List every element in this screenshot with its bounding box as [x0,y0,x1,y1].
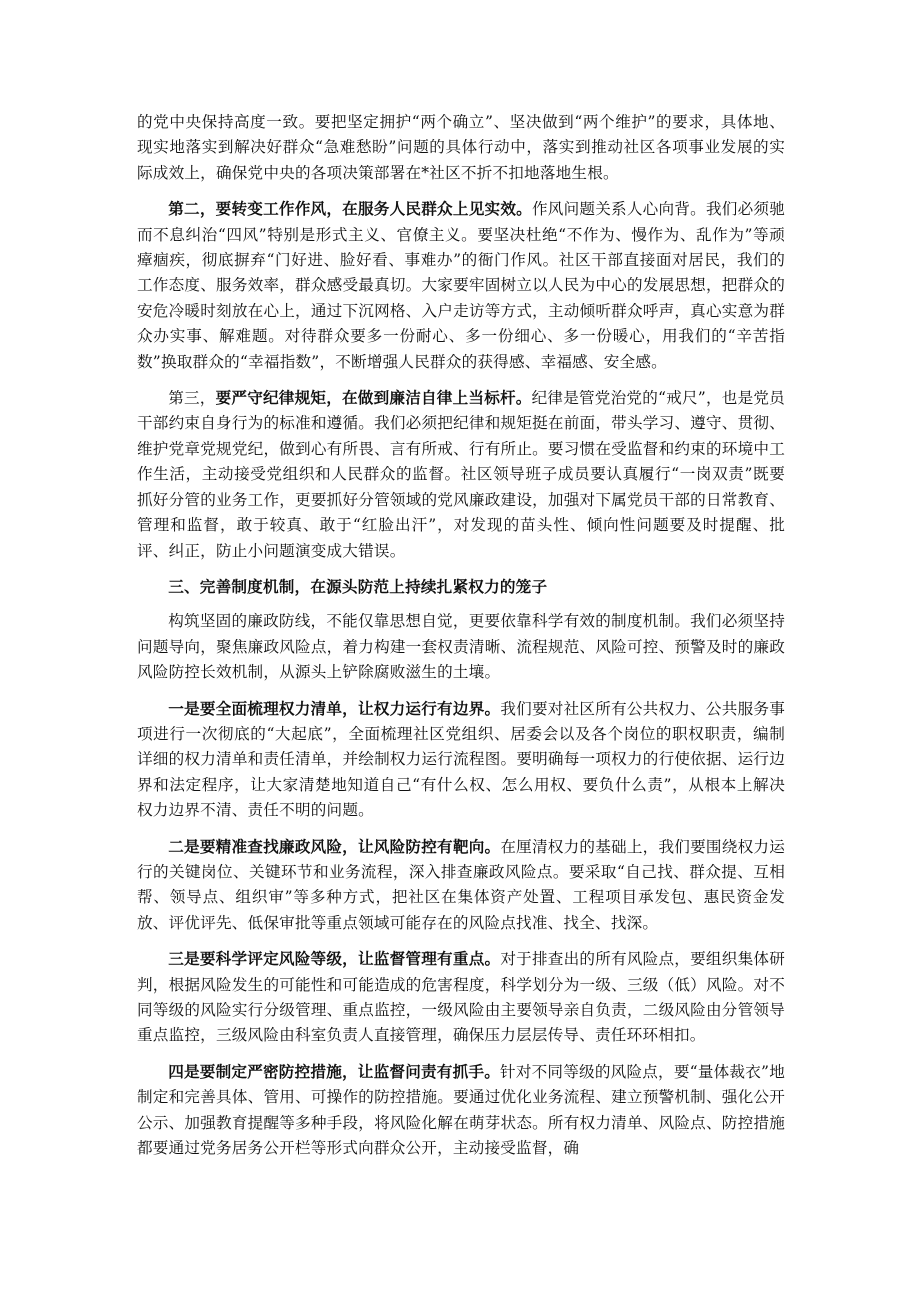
paragraph-lead: 四是要制定严密防控措施，让监督问责有抓手。 [168,1061,501,1081]
section-heading-text: 三、完善制度机制，在源头防范上持续扎紧权力的笼子 [168,576,548,596]
paragraph-text: 作风问题关系人心向背。我们必须驰而不息纠治“四风”特别是形式主义、官僚主义。要坚决杜绝“不作为、慢作为、乱作为”等顽瘴痼疾，彻底摒弃“门好进、脸好看、事难办”的衙门作风。社区干部直接面对居民，我们的工作态度、服务效率，群众感受最真切。大家要牢固树立以人民为中心的发展思想，把群众的安危冷暖时刻放在心上，通过下沉网格、入户走访等方式，主动倾听群众呼声，真心实意为群众办实事、解难题。对待群众要多一份耐心、多一份细心、多一份暖心，用我们的“辛苦指数”换取群众的“幸福指数”，不断增强人民群众的获得感、幸福感、安全感。 [137,200,786,371]
paragraph-text: 构筑坚固的廉政防线，不能仅靠思想自觉，更要依靠科学有效的制度机制。我们必须坚持问题导向，聚焦廉政风险点，着力构建一套权责清晰、流程规范、风险可控、预警及时的廉政风险防控长效机制，从源头上铲除腐败滋生的土壤。 [137,612,785,682]
paragraph-lead: 二是要精准查找廉政风险，让风险防控有靶向。 [168,836,501,856]
paragraph-text: 的党中央保持高度一致。要把坚定拥护“两个确立”、坚决做到“两个维护”的要求，具体地、现实地落实到解决好群众“急难愁盼”问题的具体行动中，落实到推动社区各项事业发展的实际成效上，确保党中央的各项决策部署在*社区不折不扣地落地生根。 [137,113,785,182]
paragraph-continuation [137,110,785,186]
paragraph-section-intro [137,609,785,685]
paragraph-second-point [137,196,785,375]
paragraph-measure-two [137,834,785,937]
paragraph-lead: 第二，要转变工作作风，在服务人民群众上见实效。 [168,199,532,219]
paragraph-lead-plain: 第三， [168,389,216,408]
paragraph-measure-four [137,1059,785,1162]
paragraph-measure-one [137,696,785,824]
paragraph-measure-three [137,946,785,1049]
paragraph-text: 纪律是管党治党的“戒尺”，也是党员干部约束自身行为的标准和遵循。我们必须把纪律和规矩挺在前面，带头学习、遵守、贯彻、维护党章党规党纪，做到心有所畏、言有所戒、行有所止。要习惯在受监督和约束的环境中工作生活，主动接受党组织和人民群众的监督。社区领导班子成员要认真履行“一岗双责”既要抓好分管的业务工作，更要抓好分管领域的党风廉政建设，加强对下属党员干部的日常教育、管理和监督，敢于较真、敢于“红脸出汗”，对发现的苗头性、倾向性问题要及时提醒、批评、纠正，防止小问题演变成大错误。 [137,389,785,560]
paragraph-text: 我们要对社区所有公共权力、公共服务事项进行一次彻底的“大起底”，全面梳理社区党组织、居委会以及各个岗位的职权职责，编制详细的权力清单和责任清单，并绘制权力运行流程图。要明确每一项权力的行使依据、运行边界和法定程序，让大家清楚地知道自己“有什么权、怎么用权、要负什么责”，从根本上解决权力边界不清、责任不明的问题。 [137,699,785,820]
paragraph-lead: 要严守纪律规矩，在做到廉洁自律上当标杆。 [215,388,532,408]
paragraph-lead: 一是要全面梳理权力清单，让权力运行有边界。 [168,698,501,718]
document-page [137,110,785,1171]
paragraph-text: 对于排查出的所有风险点，要组织集体研判，根据风险发生的可能性和可能造成的危害程度，科学划分为一级、三级（低）风险。对不同等级的风险实行分级管理、重点监控，一级风险由主要领导亲自负责，二级风险由分管领导重点监控，三级风险由科室负责人直接管理，确保压力层层传导、责任环环相扣。 [137,950,785,1045]
section-heading [137,574,785,599]
paragraph-text: 在厘清权力的基础上，我们要围绕权力运行的关键岗位、关键环节和业务流程，深入排查廉政风险点。要采取“自己找、群众提、互相帮、领导点、组织审”等多种方式，把社区在集体资产处置、工程项目承发包、惠民资金发放、评优评先、低保审批等重点领域可能存在的风险点找准、找全、找深。 [137,837,785,932]
paragraph-text: 针对不同等级的风险点，要“量体裁衣”地制定和完善具体、管用、可操作的防控措施。要通过优化业务流程、建立预警机制、强化公开公示、加强教育提醒等多种手段，将风险化解在萌芽状态。所有权力清单、风险点、防控措施都要通过党务居务公开栏等形式向群众公开，主动接受监督，确 [137,1062,786,1158]
paragraph-lead: 三是要科学评定风险等级，让监督管理有重点。 [168,949,501,969]
paragraph-third-point [137,385,785,564]
